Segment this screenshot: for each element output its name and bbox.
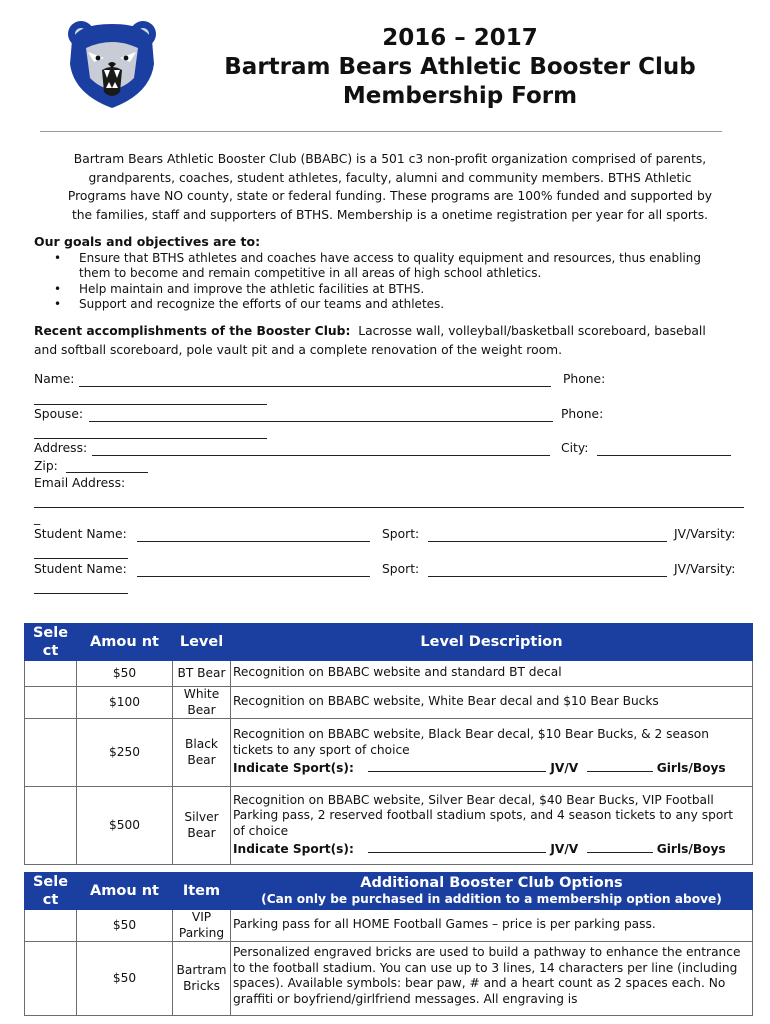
options-subtitle: (Can only be purchased in addition to a membership option above) xyxy=(261,892,722,906)
amount-header: Amou nt xyxy=(77,873,173,910)
accomplishments-text: Lacrosse wall, volleyball/basketball scoreboard, baseball xyxy=(358,324,706,338)
select-checkbox-cell[interactable] xyxy=(25,719,77,787)
student-name-field[interactable] xyxy=(137,541,370,542)
sport-label: Sport: xyxy=(382,527,420,541)
membership-levels-table xyxy=(24,623,753,865)
phone-field[interactable] xyxy=(34,404,267,405)
table-row xyxy=(25,687,753,719)
email-label: Email Address: xyxy=(34,476,126,490)
spouse-label: Spouse: xyxy=(34,407,84,421)
level-description-header: Level Description xyxy=(231,624,753,661)
spouse-phone-field[interactable] xyxy=(34,438,267,439)
select-checkbox-cell[interactable] xyxy=(25,910,77,942)
student-name-field-2[interactable] xyxy=(137,576,370,577)
email-underscore: _ xyxy=(34,511,41,525)
select-checkbox-cell[interactable] xyxy=(25,661,77,687)
zip-field[interactable] xyxy=(66,472,148,473)
jv-varsity-field-2[interactable] xyxy=(34,593,128,594)
form-year: 2016 – 2017 xyxy=(382,25,538,51)
club-name: Bartram Bears Athletic Booster Club xyxy=(224,54,696,80)
city-field[interactable] xyxy=(597,455,731,456)
indicate-sport-field[interactable] xyxy=(368,771,546,772)
description-cell xyxy=(231,787,753,865)
girls-boys-label: Girls/Boys xyxy=(656,842,726,856)
amount-cell: $500 xyxy=(77,787,173,865)
name-label: Name: xyxy=(34,372,75,386)
table-row xyxy=(25,719,753,787)
select-header: Sele ct xyxy=(25,873,77,910)
table-row xyxy=(25,910,753,942)
accomplishments-paragraph xyxy=(34,322,746,359)
table-row xyxy=(25,787,753,865)
accomplishments-text-2: and softball scoreboard, pole vault pit and a complete renovation of the weight room. xyxy=(34,342,563,357)
sport-label: Sport: xyxy=(382,562,420,576)
indicate-sport-line xyxy=(233,842,746,858)
indicate-sport-line xyxy=(233,761,746,777)
description-cell xyxy=(231,719,753,787)
amount-cell: $250 xyxy=(77,719,173,787)
city-label: City: xyxy=(561,441,589,455)
sport-field-2[interactable] xyxy=(428,576,667,577)
amount-cell: $100 xyxy=(77,687,173,719)
goals-heading: Our goals and objectives are to: xyxy=(34,234,261,249)
select-checkbox-cell[interactable] xyxy=(25,942,77,1016)
girls-boys-label: Girls/Boys xyxy=(656,761,726,776)
item-cell: Bartram Bricks xyxy=(173,942,231,1016)
goals-list xyxy=(54,251,744,312)
bear-logo-icon xyxy=(64,18,160,112)
select-header: Sele ct xyxy=(25,624,77,661)
level-cell: BT Bear xyxy=(173,661,231,687)
intro-line: Programs have NO county, state or federal funding. These programs are 100% funded and supported by xyxy=(67,189,713,203)
student-name-label: Student Name: xyxy=(34,527,127,541)
address-label: Address: xyxy=(34,441,88,455)
additional-options-table xyxy=(24,872,753,1016)
table-header-row xyxy=(25,624,753,661)
select-checkbox-cell[interactable] xyxy=(25,787,77,865)
intro-line: the families, staff and supporters of BTHS. Membership is a onetime registration per year for all sports. xyxy=(71,207,709,222)
intro-paragraph xyxy=(30,150,750,224)
indicate-sport-label: Indicate Sport(s): xyxy=(233,842,354,856)
accomplishments-heading: Recent accomplishments of the Booster Club: xyxy=(34,324,351,338)
table-row xyxy=(25,942,753,1016)
phone-label: Phone: xyxy=(563,372,606,386)
jv-v-label: JV/V xyxy=(550,761,579,776)
spouse-phone-label: Phone: xyxy=(561,407,604,421)
jv-varsity-field[interactable] xyxy=(34,558,128,559)
goal-item: • Help maintain and improve the athletic facilities at BTHS. xyxy=(54,282,744,297)
spouse-field[interactable] xyxy=(89,421,553,422)
student-name-label: Student Name: xyxy=(34,562,127,576)
email-field[interactable] xyxy=(34,507,744,508)
description-text: Recognition on BBABC website, Silver Bear decal, $40 Bear Bucks, VIP Football Parking pass, 2 reserved football stadium spots, and 4 season tickets to any sport of choice xyxy=(233,792,734,838)
item-cell: VIP Parking xyxy=(173,910,231,942)
level-cell: Black Bear xyxy=(173,719,231,787)
form-title-block xyxy=(180,24,740,111)
name-field[interactable] xyxy=(79,386,551,387)
goal-item: • Support and recognize the efforts of our teams and athletes. xyxy=(54,297,744,312)
level-cell: White Bear xyxy=(173,687,231,719)
description-cell: Recognition on BBABC website and standard BT decal xyxy=(231,661,753,687)
item-header: Item xyxy=(173,873,231,910)
jv-varsity-label: JV/Varsity: xyxy=(674,527,736,541)
level-header: Level xyxy=(173,624,231,661)
indicate-sport-label: Indicate Sport(s): xyxy=(233,761,354,776)
table-header-row xyxy=(25,873,753,910)
description-text: Recognition on BBABC website, Black Bear decal, $10 Bear Bucks, & 2 season tickets to any sport of choice xyxy=(233,727,709,757)
amount-header: Amou nt xyxy=(77,624,173,661)
options-header xyxy=(231,873,753,910)
jv-v-field[interactable] xyxy=(587,852,653,853)
jv-v-field[interactable] xyxy=(587,771,653,772)
address-field[interactable] xyxy=(92,455,550,456)
amount-cell: $50 xyxy=(77,910,173,942)
indicate-sport-field[interactable] xyxy=(368,852,546,853)
amount-cell: $50 xyxy=(77,661,173,687)
sport-field[interactable] xyxy=(428,541,667,542)
description-cell: Recognition on BBABC website, White Bear decal and $10 Bear Bucks xyxy=(231,687,753,719)
goal-item: • Ensure that BTHS athletes and coaches have access to quality equipment and resources, thus enabling them to become and remain competitive in all areas of high school athletics. xyxy=(54,251,744,282)
level-cell: Silver Bear xyxy=(173,787,231,865)
description-cell: Parking pass for all HOME Football Games – price is per parking pass. xyxy=(231,910,753,942)
table-row xyxy=(25,661,753,687)
header-divider xyxy=(40,131,722,132)
jv-v-label: JV/V xyxy=(550,842,579,856)
intro-line: grandparents, coaches, student athletes, faculty, alumni and community members. BTHS Athletic xyxy=(88,170,692,185)
form-name: Membership Form xyxy=(342,83,578,109)
jv-varsity-label: JV/Varsity: xyxy=(674,562,736,576)
description-cell: Personalized engraved bricks are used to build a pathway to enhance the entrance to the football stadium. You can use up to 3 lines, 14 characters per line (including spaces). Available symbols: bear paw, # and a heart count as 2 spaces each. No graffiti or boyfriend/girlfriend messages. All engraving is xyxy=(231,942,753,1016)
intro-line: Bartram Bears Athletic Booster Club (BBABC) is a 501 c3 non-profit organization comprised of parents, xyxy=(73,152,707,166)
options-title: Additional Booster Club Options xyxy=(360,875,623,891)
zip-label: Zip: xyxy=(34,459,58,473)
select-checkbox-cell[interactable] xyxy=(25,687,77,719)
amount-cell: $50 xyxy=(77,942,173,1016)
